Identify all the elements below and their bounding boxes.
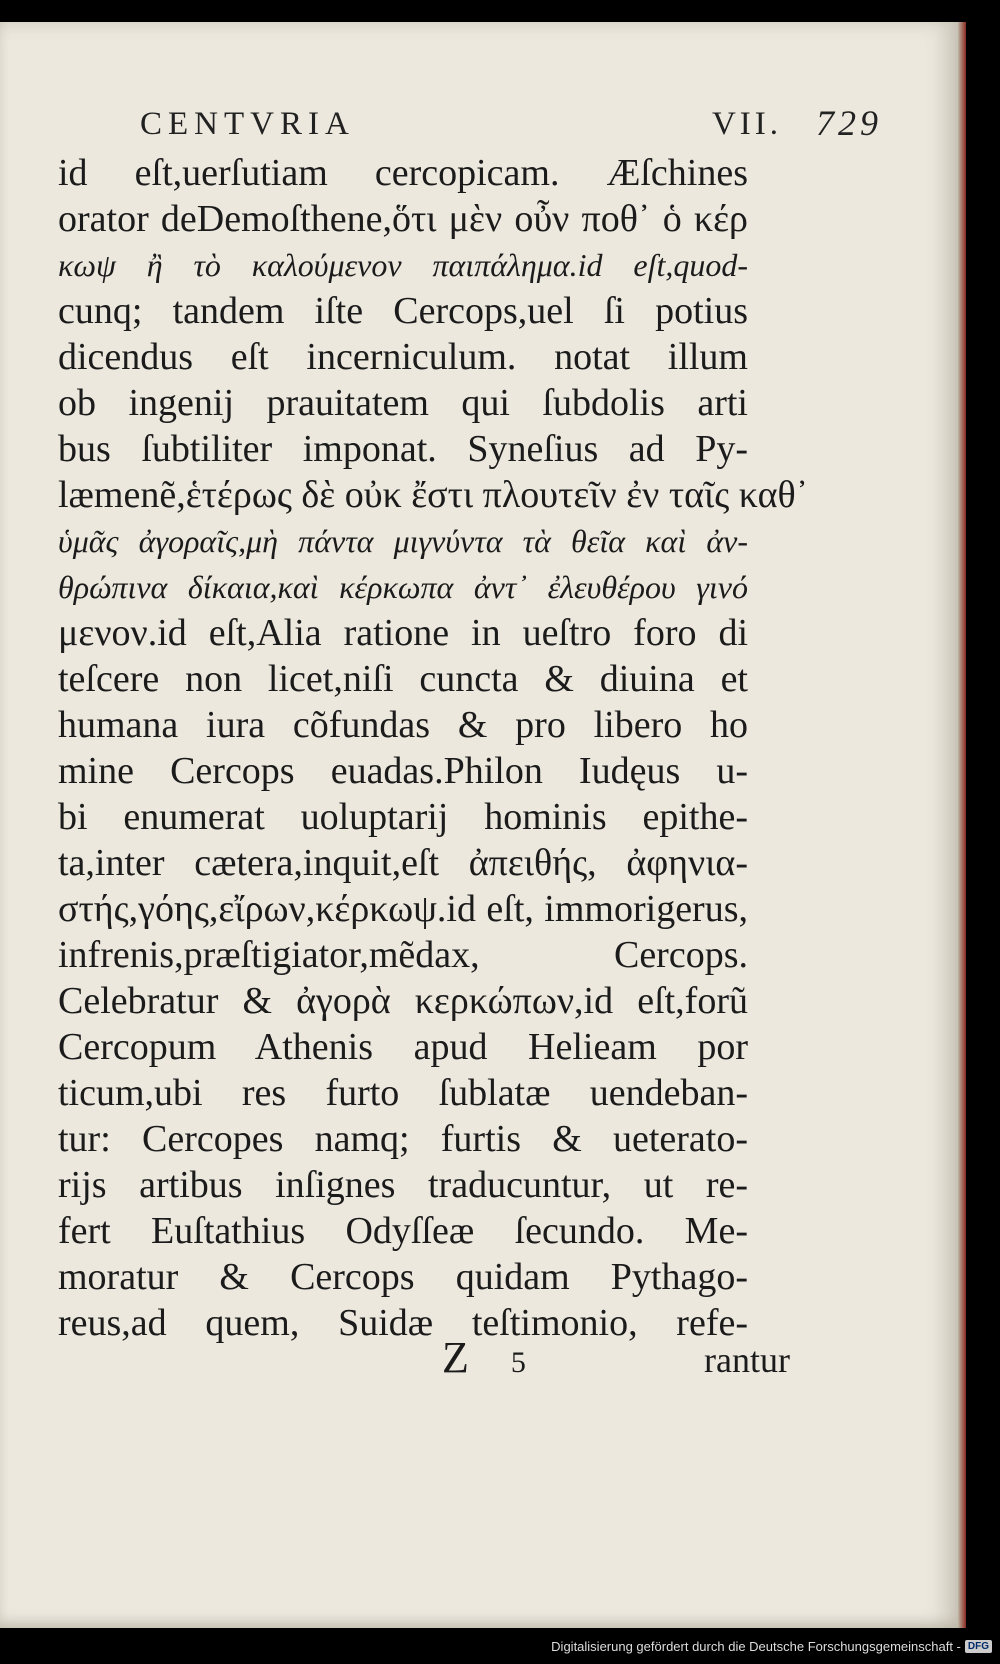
text-line: mine Cercops euadas.Philon Iudęus u- [58,750,748,792]
text-line: rijs artibus inſignes traducuntur, ut re- [58,1164,748,1206]
text-line: ob ingenij prauitatem qui ſubdolis arti [58,382,748,424]
running-head [140,103,882,143]
footer-credit: Digitalisierung gefördert durch die Deutsche Forschungsgemeinschaft - [551,1638,961,1654]
dfg-logo: DFG [965,1640,992,1653]
text-line: læmenẽ,ἑτέρως δὲ οὐκ ἔστι πλουτεῖν ἐν ταῖς καθ᾽ [58,474,809,516]
text-line: reus,ad quem, Suidæ teſtimonio, refe- [58,1302,748,1344]
text-line: ta,inter cætera,inquit,eſt ἀπειθής, ἀφηνια- [58,842,748,884]
body-text [58,150,809,1346]
text-line: dicendus eſt incerniculum. notat illum [58,336,748,378]
page-number: 729 [816,103,882,143]
signature-line [442,1332,790,1383]
text-line: orator deDemoſthene,ὅτι μὲν οὖν ποθ᾽ ὁ κέρ [58,198,748,240]
text-line: μενον.id eſt,Alia ratione in ueſtro foro di [58,612,748,654]
text-line: κωψ ἢ τὸ καλούμενον παιπάλημα.id eſt,quod- [58,247,748,283]
text-line: θρώπινα δίκαια,καὶ κέρκωπα ἀντ᾽ ἐλευθέρου γινό [58,569,748,605]
text-line: bus ſubtiliter imponat. Syneſius ad Py- [58,428,748,470]
text-line: στής,γόης,εἴρων,κέρκωψ.id eſt, immorigerus, [58,888,748,930]
text-line: ὑμᾶς ἀγοραῖς,μὴ πάντα μιγνύντα τὰ θεῖα καὶ ἀν- [58,523,748,559]
text-line: Cercopum Athenis apud Helieam por [58,1026,748,1068]
text-line: infrenis,præſtigiator,mẽdax, Cercops. [58,934,748,976]
catchword: rantur [704,1340,790,1380]
running-head-title: CENTVRIA [140,106,355,142]
text-line: ticum,ubi res furto ſublatæ uendeban- [58,1072,748,1114]
text-line: tur: Cercopes namq; furtis & ueterato- [58,1118,748,1160]
running-head-chapter: VII. [711,106,782,142]
text-line: moratur & Cercops quidam Pythago- [58,1256,748,1298]
text-line: humana iura cõfundas & pro libero ho [58,704,748,746]
text-line: id eſt,uerſutiam cercopicam. Æſchines [58,152,748,194]
page-edge [958,22,966,1628]
signature-number: 5 [510,1346,526,1379]
text-line: cunq; tandem iſte Cercops,uel ſi potius [58,290,748,332]
text-line: bi enumerat uoluptarij hominis epithe- [58,796,748,838]
text-line: fert Euſtathius Odyſſeæ ſecundo. Me- [58,1210,748,1252]
footer-bar [0,1628,1000,1664]
text-line: teſcere non licet,niſi cuncta & diuina et [58,658,748,700]
text-line: Celebratur & ἀγορὰ κερκώπων,id eſt,forũ [58,980,748,1022]
signature-mark: Z [442,1333,469,1382]
